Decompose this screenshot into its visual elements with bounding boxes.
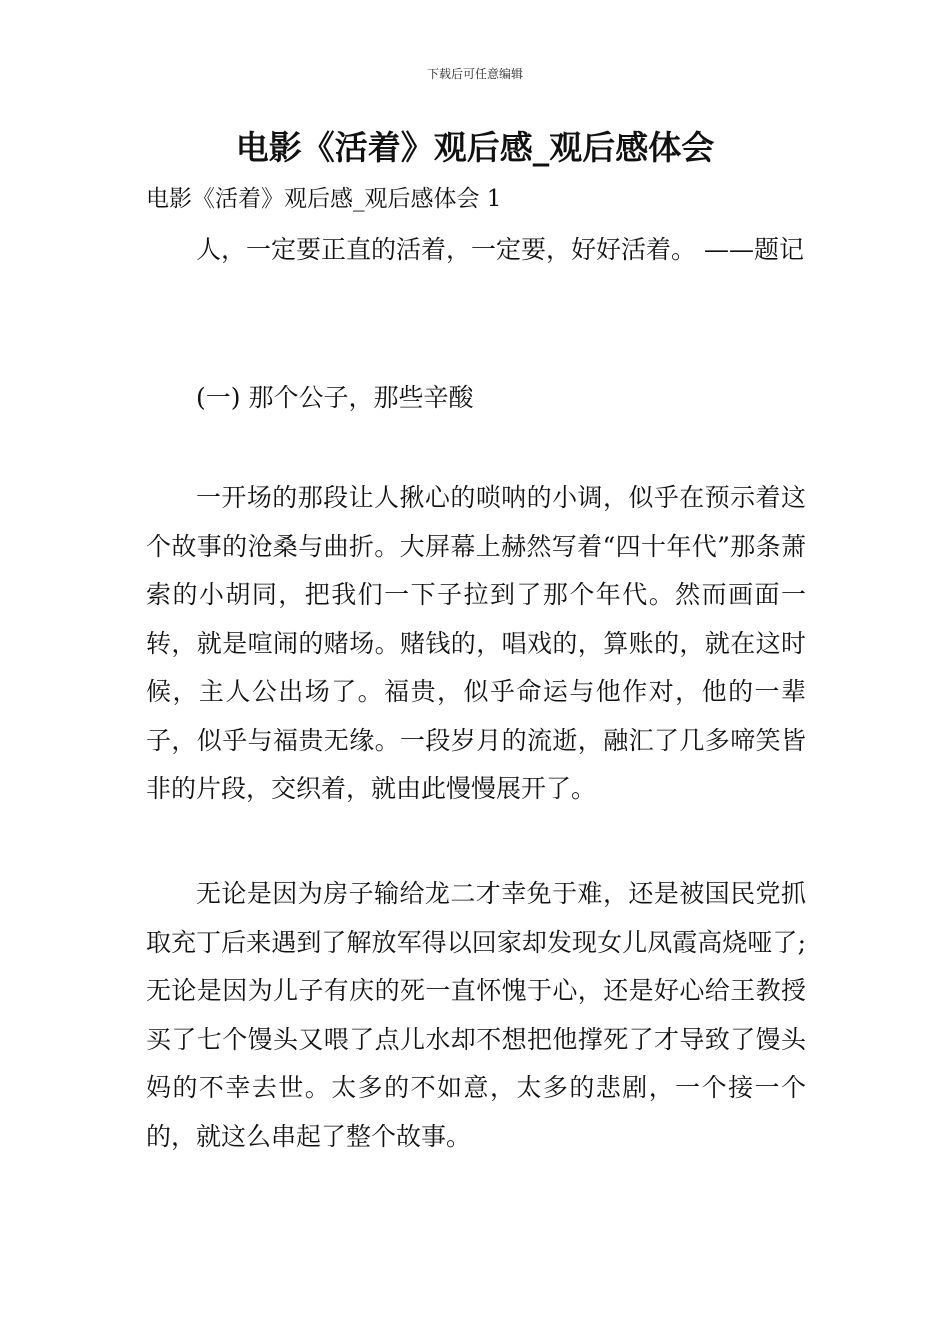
subtitle: 电影《活着》观后感_观后感体会 1: [146, 186, 502, 212]
paragraph-2: 无论是因为房子输给龙二才幸免于难，还是被国民党抓取充丁后来遇到了解放军得以回家却发现女儿凤霞高烧哑了;无论是因为儿子有庆的死一直怀愧于心，还是好心给王教授买了七个馒头又喂了点儿水却不想把他撑死了才导致了馒头妈的不幸去世。太多的不如意，太多的悲剧，一个接一个的，就这么串起了整个故事。: [146, 879, 806, 1151]
epigraph: 人，一定要正直的活着，一定要，好好活着。 ——题记: [196, 235, 804, 264]
page-title: 电影《活着》观后感_观后感体会: [235, 128, 715, 167]
paragraph-1: 一开场的那段让人揪心的唢呐的小调，似乎在预示着这个故事的沧桑与曲折。大屏幕上赫然写着“四十年代”那条萧索的小胡同，把我们一下子拉到了那个年代。然而画面一转，就是喧闹的赌场。赌钱的，唱戏的，算账的，就在这时候，主人公出场了。福贵，似乎命运与他作对，他的一辈子，似乎与福贵无缘。一段岁月的流逝，融汇了几多啼笑皆非的片段，交织着，就由此慢慢展开了。: [146, 483, 806, 803]
header-note: 下载后可任意编辑: [426, 67, 523, 81]
section-heading: (一) 那个公子，那些辛酸: [196, 383, 474, 412]
